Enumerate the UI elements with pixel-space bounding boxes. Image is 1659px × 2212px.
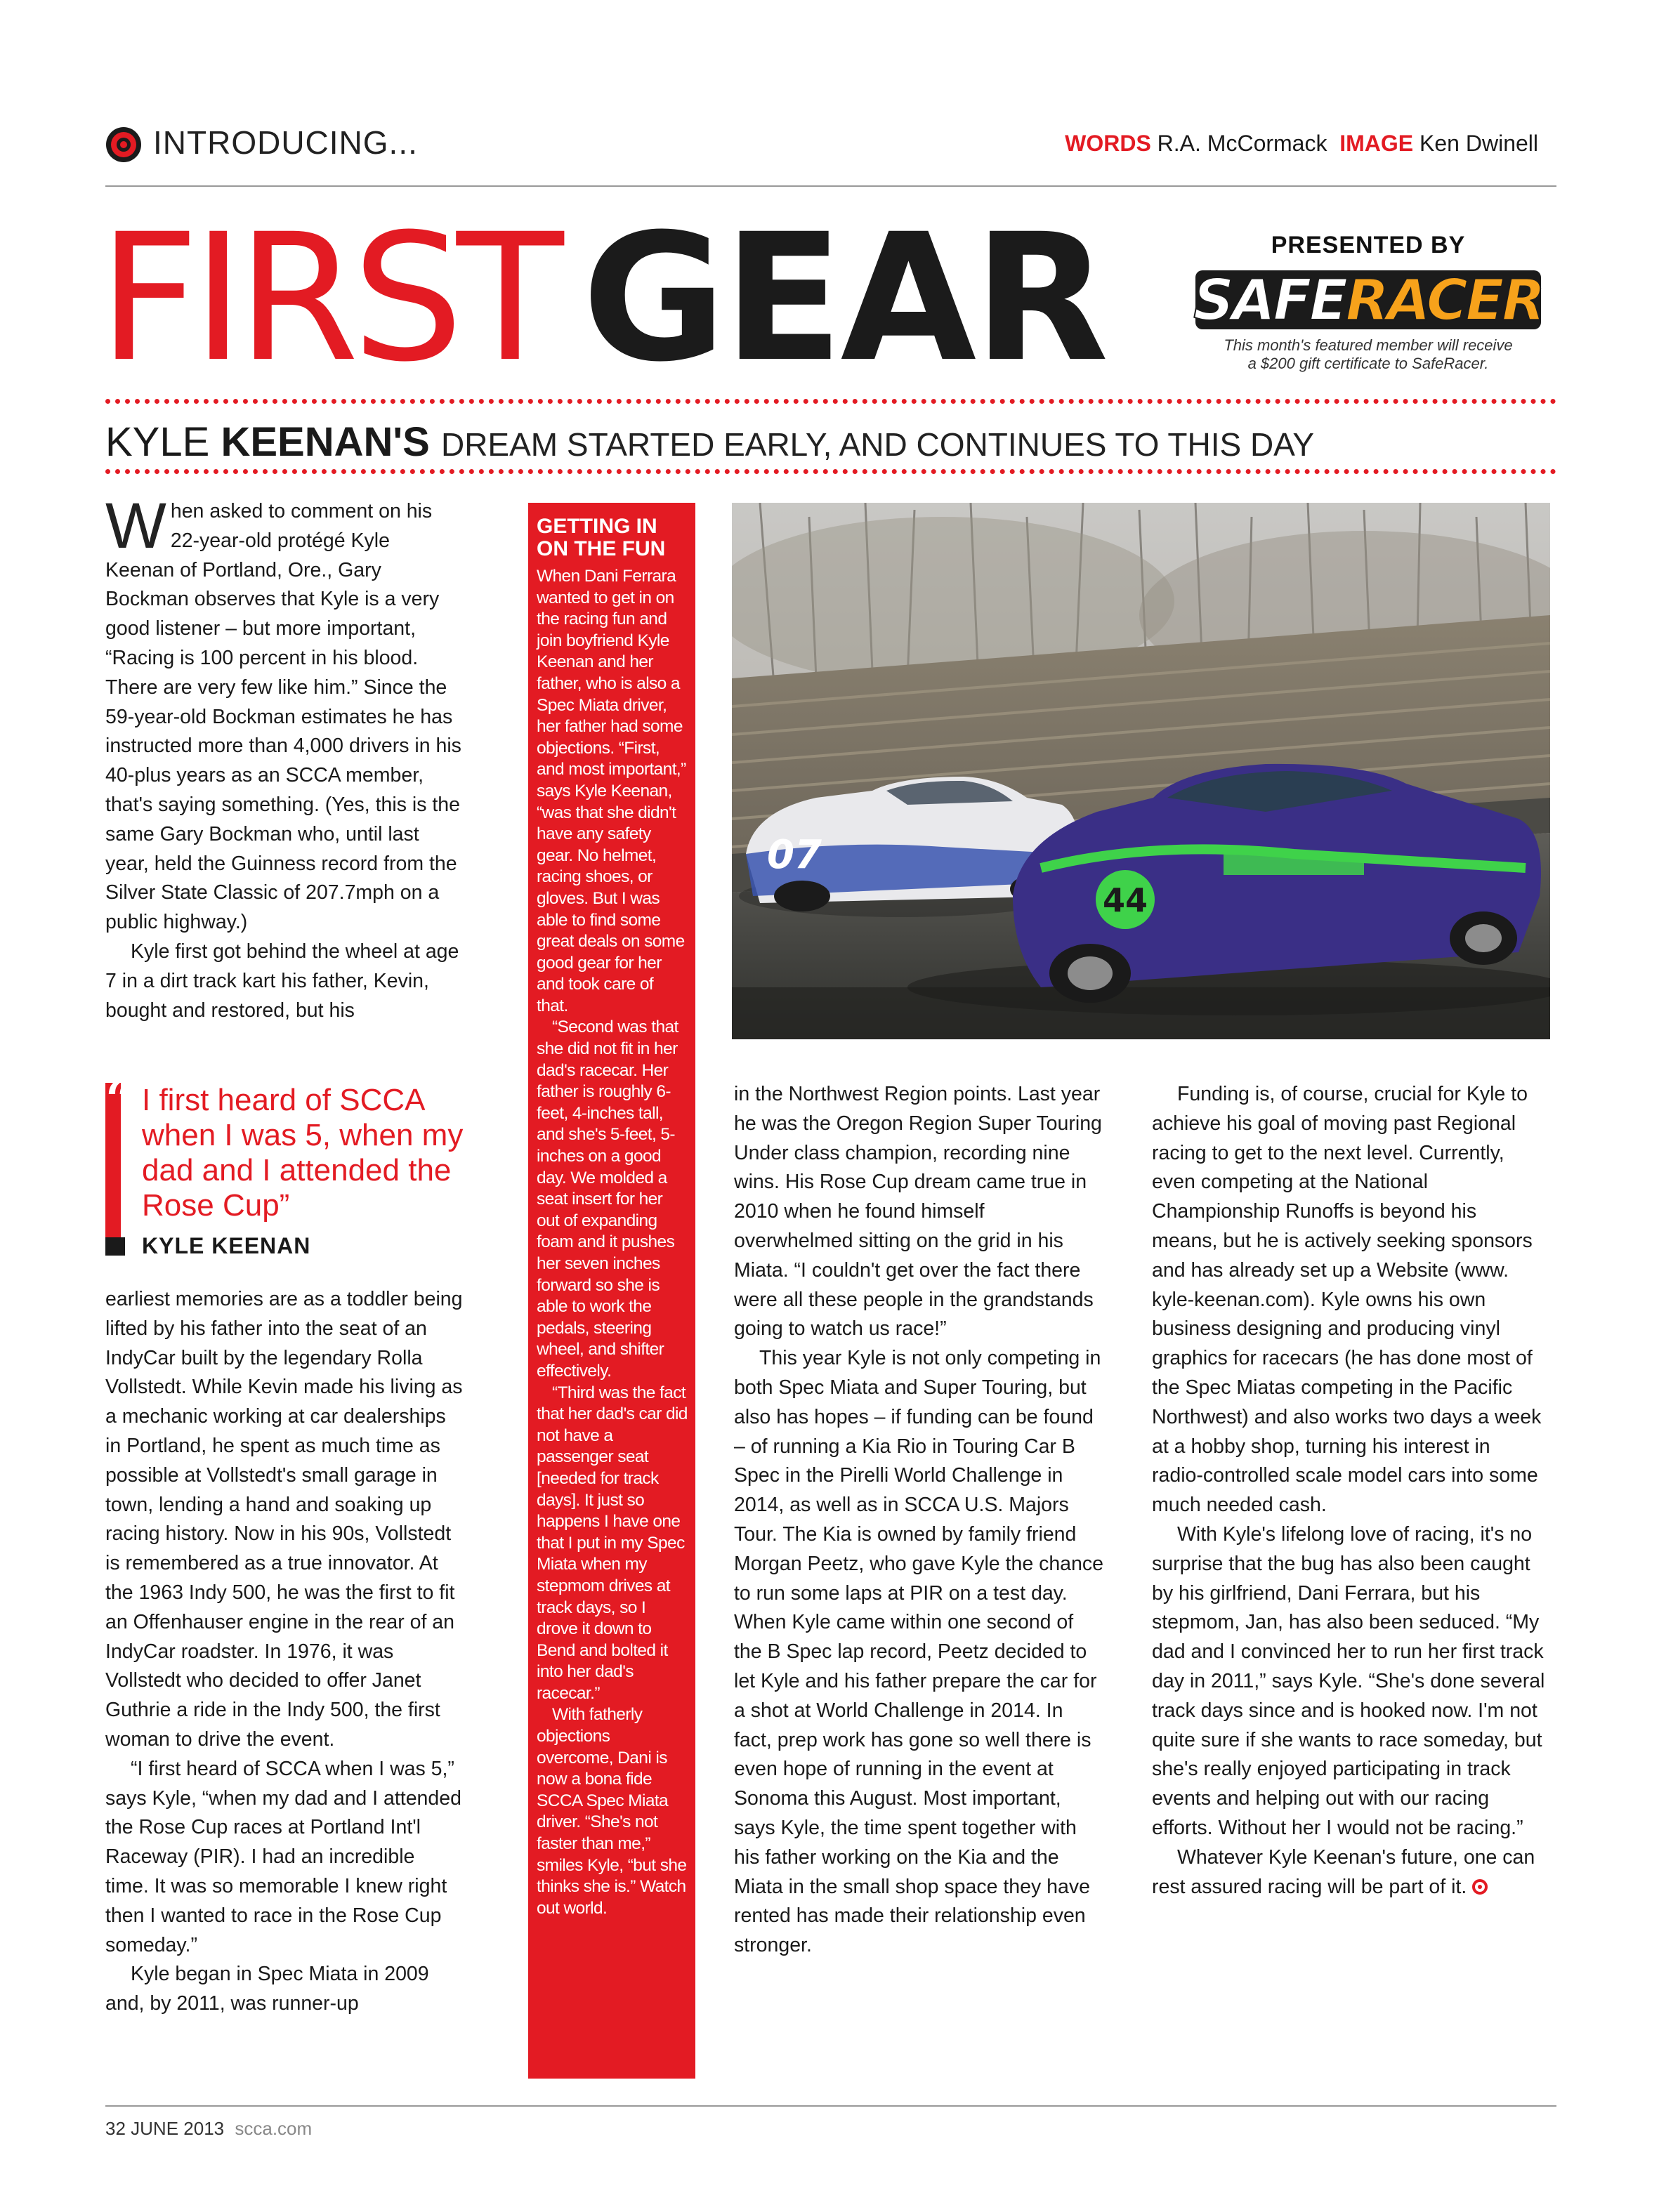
sidebar-paragraph: With fatherly objections overcome, Dani is now a bona fide SCCA Spec Miata driver. “She's not faster than me,” smiles Kyle, “but she thinks she is.” Watch out world. (537, 1705, 687, 1918)
pull-quote-attribution: KYLE KEENAN (142, 1233, 311, 1258)
paragraph: With Kyle's lifelong love of racing, it's no surprise that the bug has also been caught by his girlfriend, Dani Ferrara, but his stepmom, Jan, has also been seduced. “My dad and I convinced her to run her first track day in 2011,” says Kyle. “She's done several track days since and is hooked now. I'm not quite sure if she wants to race someday, but she's really enjoyed participating in track events and helping out with our racing efforts. Without her I would not be racing.” (1152, 1522, 1545, 1839)
sidebar-paragraph: When Dani Ferrara wanted to get in on the racing fun and join boyfriend Kyle Keenan and her father, who is also a Spec Miata driver, her father had some objections. “First, and most important,” says Kyle Keenan, “was that she didn't have any safety gear. No helmet, racing shoes, or gloves. But I was able to find some great deals on some good gear for her and took care of that. (537, 567, 686, 1015)
paragraph: hen asked to comment on his 22-year-old protégé Kyle Keenan of Portland, Ore., Gary Bockman observes that Kyle is a very good listener – but more important, “Racing is 100 percent in his blood. There are very few like him.” Since the 59-year-old Bockman estimates he has instructed more than 4,000 drivers in his 40-plus years as an SCCA member, that's saying something. (Yes, this is the same Gary Bockman who, until last year, held the Guinness record from the Silver State Classic of 207.7mph on a public highway.) (105, 500, 461, 934)
sidebar-paragraph: “Third was the fact that her dad's car did not have a passenger seat [needed for track days]. It just so happens I have one that I put in my Spec Miata when my stepmom drives at track days, so I drove it down to Bend and bolted it into her dad's racecar.” (537, 1383, 688, 1703)
page-title (98, 196, 1106, 400)
sidebar-heading: GETTING IN ON THE FUN (537, 515, 666, 560)
sponsor-note: This month's featured member will receive a $200 gift certificate to SafeRacer. (1224, 336, 1513, 372)
body-column-1-top (105, 490, 464, 1025)
paragraph: in the Northwest Region points. Last year he was the Oregon Region Super Touring Under class champion, recording nine wins. His Rose Cup dream came true in 2010 when he found himself overwhelmed sitting on the grid in his Miata. “I couldn't get over the fact there were all these people in the grandstands going to watch us race!” (734, 1083, 1102, 1341)
race-photo (732, 503, 1550, 1039)
sidebar-body (537, 566, 688, 1919)
pull-quote-attr-bar (105, 1237, 125, 1256)
site-link[interactable]: scca.com (235, 2118, 313, 2139)
end-mark-icon (1472, 1879, 1488, 1895)
issue-date: JUNE 2013 (131, 2118, 225, 2139)
words-label: WORDS (1065, 131, 1151, 156)
subtitle-last: KEENAN'S (221, 419, 430, 465)
svg-text:44: 44 (1102, 881, 1148, 919)
drop-cap: W (105, 490, 166, 562)
header-rule (105, 185, 1556, 187)
scca-logo-icon (105, 126, 142, 163)
page-number: 32 (105, 2118, 126, 2139)
body-column-4 (1152, 1080, 1545, 1902)
paragraph: earliest memories are as a toddler being lifted by his father into the seat of an IndyCar built by the legendary Rolla Vollstedt. While Kevin made his living as a mechanic working at car dealerships in Portland, he spent as much time as possible at Vollstedt's small garage in town, lending a hand and soaking up racing history. Now in his 90s, Vollstedt is remembered as a true innovator. At the 1963 Indy 500, he was the first to fit an Offenhauser engine in the rear of an IndyCar roadster. In 1976, it was Vollstedt who decided to offer Janet Guthrie a ride in the Indy 500, the first woman to drive the event. (105, 1288, 463, 1751)
svg-text:SAFERACER: SAFERACER (1193, 268, 1543, 333)
paragraph: This year Kyle is not only competing in both Spec Miata and Super Touring, but also has hopes – if funding can be found – of running a Kia Rio in Touring Car B Spec in the Pirelli World Challenge in 2014, as well as in SCCA U.S. Majors Tour. The Kia is owned by family friend Morgan Peetz, who gave Kyle the chance to run some laps at PIR on a test day. When Kyle came within one second of the B Spec lap record, Peetz decided to let Kyle and his father prepare the car for a shot at World Challenge in 2014. In fact, prep work has gone so well there is even hope of running in the event at Sonoma this August. Most important, says Kyle, the time spent together with his father working on the Kia and the Miata in the small shop space they have rented has made their relationship even stronger. (734, 1347, 1103, 1957)
words-author: R.A. McCormack (1157, 131, 1327, 156)
footer-rule (105, 2105, 1556, 2107)
sidebar-getting-in (528, 503, 695, 2079)
title-first: FIRST (98, 196, 557, 400)
dotted-rule-top (105, 399, 1556, 404)
svg-text:07: 07 (767, 832, 822, 878)
quote-mark-icon: “ (105, 1070, 134, 1128)
sidebar-paragraph: “Second was that she did not fit in her dad's racecar. Her father is roughly 6-feet, 4-inches tall, and she's 5-feet, 5-inches on a good day. We molded a seat insert for her out of expanding foam and it pushes her seven inches forward so she is able to work the pedals, steering wheel, and shifter effectively. (537, 1018, 678, 1381)
saferacer-logo-icon (1193, 263, 1544, 334)
image-author: Ken Dwinell (1419, 131, 1538, 156)
paragraph: “I first heard of SCCA when I was 5,” says Kyle, “when my dad and I attended the Rose Cup races at Portland Int'l Raceway (PIR). I had an incredible time. It was so memorable I knew right then I wanted to race in the Rose Cup someday.” (105, 1757, 461, 1956)
section-label: INTRODUCING... (153, 124, 418, 161)
credits (1065, 131, 1538, 157)
pull-quote-text: I first heard of SCCA when I was 5, when my dad and I attended the Rose Cup” (142, 1083, 464, 1223)
paragraph: Funding is, of course, crucial for Kyle to achieve his goal of moving past Regional racing to get to the next level. Currently, even competing at the National Championship Runoffs is beyond his means, but he is actively seeking sponsors and has already set up a Website (www. kyle-keenan.com). Kyle owns his own business designing and producing vinyl graphics for racecars (he has done most of the Spec Miatas competing in the Pacific Northwest) and also works two days a week at a hobby shop, turning his interest in radio-controlled scale model cars into some much needed cash. (1152, 1083, 1542, 1517)
image-label: IMAGE (1339, 131, 1414, 156)
dotted-rule-bottom (105, 469, 1556, 474)
sponsor-block (1187, 232, 1549, 373)
title-gear: GEAR (582, 196, 1106, 400)
presented-by: PRESENTED BY (1271, 232, 1466, 258)
subtitle-rest: DREAM STARTED EARLY, AND CONTINUES TO THIS DAY (440, 426, 1315, 463)
subtitle (105, 419, 1314, 466)
subtitle-first: KYLE (105, 419, 210, 465)
body-column-1-bottom (105, 1285, 464, 2019)
footer (105, 2118, 312, 2140)
paragraph: Whatever Kyle Keenan's future, one can rest assured racing will be part of it. (1152, 1845, 1535, 1898)
paragraph: Kyle first got behind the wheel at age 7 in a dirt track kart his father, Kevin, bought and restored, but his (105, 940, 459, 1022)
paragraph: Kyle began in Spec Miata in 2009 and, by 2011, was runner-up (105, 1963, 429, 2015)
body-column-3 (734, 1080, 1106, 1961)
